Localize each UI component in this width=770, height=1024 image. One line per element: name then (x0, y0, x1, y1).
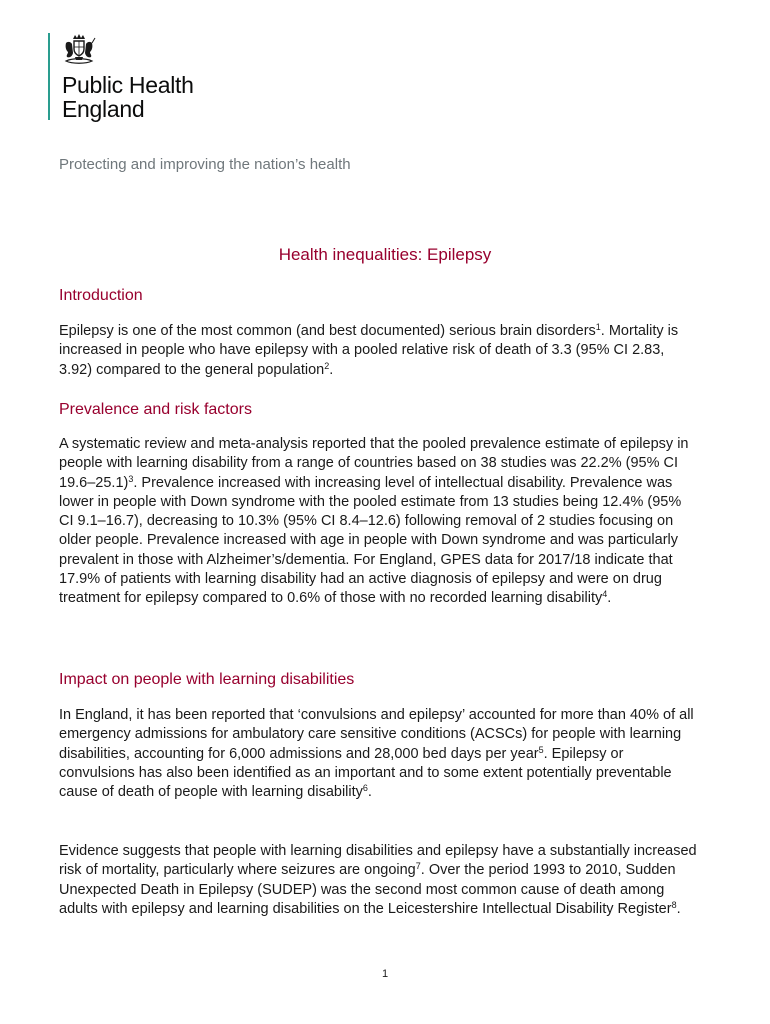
section-heading-introduction: Introduction (59, 287, 143, 304)
paragraph-text: Evidence suggests that people with learning disabilities and epilepsy have a substantially increased risk of mortality, particularly where seizures are ongoing (59, 843, 697, 879)
reference-superscript: 8 (671, 899, 677, 910)
impact-paragraph-2 (59, 842, 699, 919)
organisation-name-line-1: Public Health (62, 72, 194, 98)
reference-superscript: 1 (595, 322, 601, 332)
introduction-paragraph (59, 322, 699, 380)
section-heading-impact: Impact on people with learning disabilities (59, 671, 355, 688)
paragraph-text: . (367, 784, 372, 801)
impact-paragraph-1 (59, 706, 699, 802)
reference-superscript: 2 (324, 360, 330, 371)
organisation-logo (48, 33, 194, 122)
reference-superscript: 4 (602, 589, 608, 600)
paragraph-text: Epilepsy is one of the most common (and best documented) serious brain disorders (59, 323, 596, 339)
document-title: Health inequalities: Epilepsy (278, 245, 492, 264)
paragraph-text: . Epilepsy or convulsions has also been identified as an important and to some extent potentially preventable cause of death of people with learning disability (59, 745, 672, 801)
paragraph-text: . Over the period 1993 to 2010, Sudden Unexpected Death in Epilepsy (SUDEP) was the second most common cause of death among adults with epilepsy and learning disabilities on the Leicestershire Intellectual Disability Register (59, 862, 676, 917)
paragraph-text: A systematic review and meta-analysis reported that the pooled prevalence estimate of epilepsy in people with learning disability from a range of countries based on 38 studies was 22.2% (95% CI 19.6–25.1) (59, 436, 689, 491)
paragraph-text: . (676, 900, 681, 917)
reference-superscript: 5 (538, 744, 544, 755)
tagline: Protecting and improving the nation’s health (59, 156, 351, 173)
paragraph-text: . Mortality is increased in people who have epilepsy with a pooled relative risk of death of 3.3 (95% CI 2.83, 3.92) compared to the general population (59, 323, 679, 378)
reference-superscript: 6 (362, 783, 368, 794)
paragraph-text: . Prevalence increased with increasing level of intellectual disability. Prevalence was lower in people with Down syndrome with the pooled estimate from 13 studies being 12.4% (95% CI 9.1–16.7), decreasing to 10.3% (95% CI 8.4–12.6) following removal of 2 studies focusing on older people. Prevalence increased with age in people with Down syndrome and was particularly prevalent in those with Alzheimer’s/dementia. For England, GPES data for 2017/18 indicate that 17.9% of patients with learning disability had an active diagnosis of epilepsy and were on drug treatment for epilepsy compared to 0.6% of those with no recorded learning disability (59, 474, 682, 607)
paragraph-text: . (607, 590, 612, 607)
royal-coat-of-arms-icon (62, 33, 96, 67)
page-number: 1 (381, 968, 389, 980)
organisation-name-line-2: England (62, 96, 145, 122)
organisation-name (62, 73, 262, 121)
section-heading-prevalence: Prevalence and risk factors (59, 401, 252, 418)
reference-superscript: 3 (128, 473, 134, 484)
paragraph-text: . (329, 361, 334, 378)
reference-superscript: 7 (415, 861, 421, 872)
prevalence-paragraph (59, 435, 699, 609)
paragraph-text: In England, it has been reported that ‘convulsions and epilepsy’ accounted for more than 40% of all emergency admissions for ambulatory care sensitive conditions (ACSCs) for people with learning disabilities, accounting for 6,000 admissions and 28,000 bed days per year (59, 707, 694, 762)
